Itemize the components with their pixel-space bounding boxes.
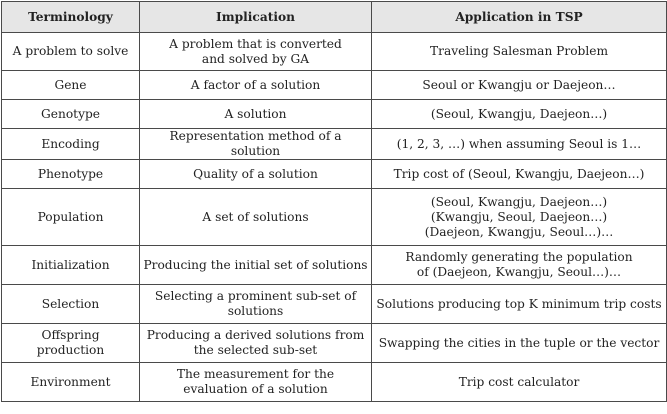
table-row (2, 324, 667, 363)
implication-cell: Producing the initial set of solutions (140, 246, 372, 285)
table-row (2, 189, 667, 246)
table-row (2, 246, 667, 285)
application-line: (Daejeon, Kwangju, Seoul…)… (424, 224, 614, 239)
implication-cell: A factor of a solution (140, 71, 372, 100)
header-terminology: Terminology (2, 2, 140, 33)
term-cell: A problem to solve (2, 33, 140, 71)
header-application: Application in TSP (372, 2, 667, 33)
application-cell: Seoul or Kwangju or Daejeon… (372, 71, 667, 100)
table-row (2, 363, 667, 402)
application-cell: Trip cost of (Seoul, Kwangju, Daejeon…) (372, 160, 667, 189)
implication-cell: Selecting a prominent sub-set of solutions (140, 285, 372, 324)
term-cell: Phenotype (2, 160, 140, 189)
term-cell: Selection (2, 285, 140, 324)
table-row (2, 285, 667, 324)
term-cell: Population (2, 189, 140, 246)
implication-cell: Representation method of a solution (140, 129, 372, 160)
application-cell: Traveling Salesman Problem (372, 33, 667, 71)
term-cell: Offspring production (2, 324, 140, 363)
ga-terminology-table (1, 1, 667, 402)
application-line: (Seoul, Kwangju, Daejeon…) (430, 194, 608, 209)
term-cell: Genotype (2, 100, 140, 129)
application-cell: Swapping the cities in the tuple or the vector (372, 324, 667, 363)
application-cell: Randomly generating the population of (Daejeon, Kwangju, Seoul…)… (372, 246, 667, 285)
table-row (2, 129, 667, 160)
application-cell: Trip cost calculator (372, 363, 667, 402)
term-cell: Initialization (2, 246, 140, 285)
application-line: (Kwangju, Seoul, Daejeon…) (430, 209, 608, 224)
implication-cell: The measurement for the evaluation of a solution (140, 363, 372, 402)
implication-cell: Producing a derived solutions from the selected sub-set (140, 324, 372, 363)
implication-cell: Quality of a solution (140, 160, 372, 189)
term-cell: Environment (2, 363, 140, 402)
table-row (2, 160, 667, 189)
implication-cell: A solution (140, 100, 372, 129)
application-cell (372, 189, 667, 246)
term-cell: Encoding (2, 129, 140, 160)
header-row (2, 2, 667, 33)
application-cell: Solutions producing top K minimum trip costs (372, 285, 667, 324)
table-row (2, 33, 667, 71)
application-cell: (1, 2, 3, …) when assuming Seoul is 1… (372, 129, 667, 160)
application-cell: (Seoul, Kwangju, Daejeon…) (372, 100, 667, 129)
table-row (2, 71, 667, 100)
header-implication: Implication (140, 2, 372, 33)
table-row (2, 100, 667, 129)
term-cell: Gene (2, 71, 140, 100)
implication-cell: A problem that is converted and solved by GA (140, 33, 372, 71)
implication-cell: A set of solutions (140, 189, 372, 246)
